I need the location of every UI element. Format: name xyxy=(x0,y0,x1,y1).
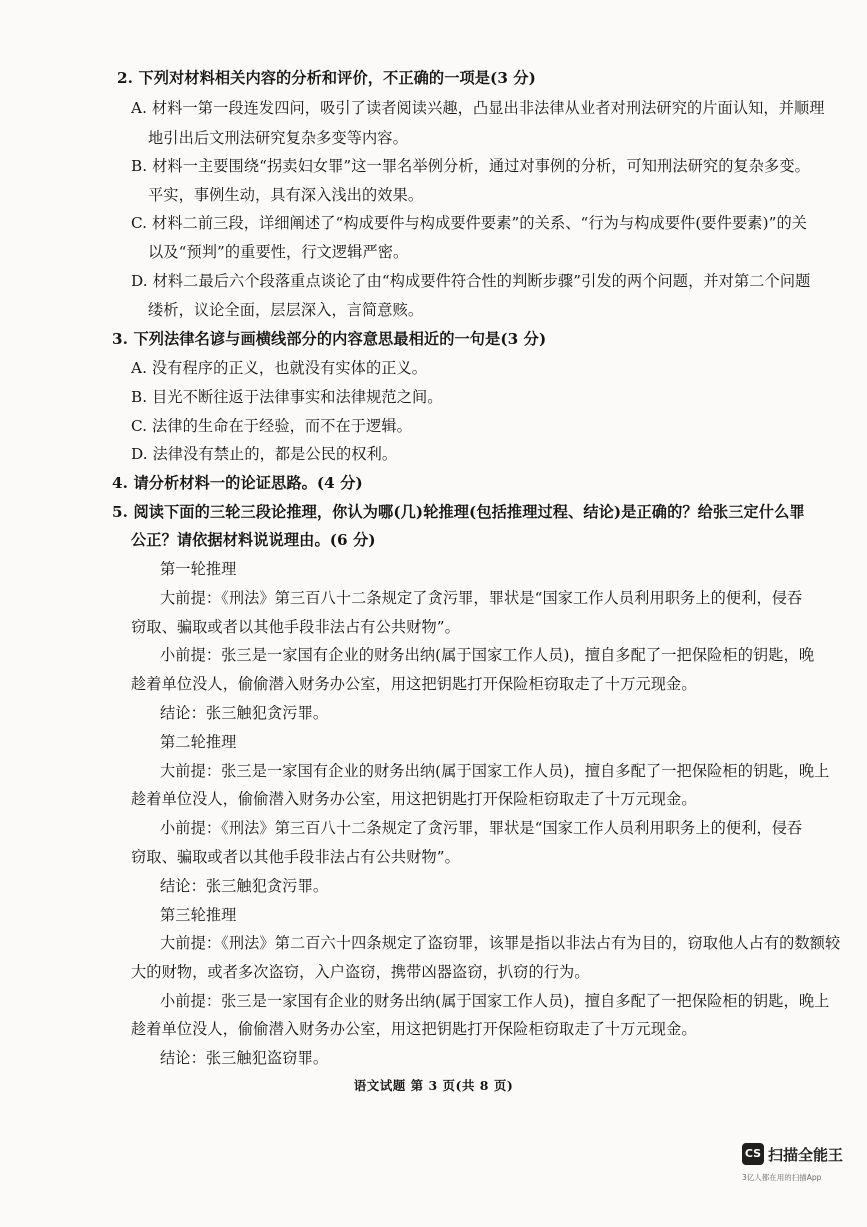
round-1-major-premise-cont: 窃取、骗取或者以其他手段非法占有公共财物”。 xyxy=(131,618,460,636)
round-2-minor-premise: 小前提：《刑法》第三百八十二条规定了贪污罪，罪状是“国家工作人员利用职务上的便利，侵吞 xyxy=(160,819,803,837)
question-2-option-b: B. 材料一主要围绕“拐卖妇女罪”这一罪名举例分析，通过对事例的分析，可知刑法研究的复杂多变。 xyxy=(131,157,810,175)
round-3-major-premise: 大前提：《刑法》第二百六十四条规定了盗窃罪，该罪是指以非法占有为目的，窃取他人占有的数额较 xyxy=(160,934,841,952)
watermark-slogan: 3亿人都在用的扫描App xyxy=(742,1173,822,1182)
round-3-minor-premise: 小前提：张三是一家国有企业的财务出纳(属于国家工作人员)，擅自多配了一把保险柜的钥匙，晚上 xyxy=(160,992,830,1010)
question-2-option-b-cont: 平实，事例生动，具有深入浅出的效果。 xyxy=(148,186,424,204)
question-3-option-d: D. 法律没有禁止的，都是公民的权利。 xyxy=(131,445,398,463)
question-2-option-a: A. 材料一第一段连发四问，吸引了读者阅读兴趣，凸显出非法律从业者对刑法研究的片面认知，并顺理 xyxy=(131,99,825,117)
round-2-major-premise-cont: 趁着单位没人，偷偷潜入财务办公室，用这把钥匙打开保险柜窃取走了十万元现金。 xyxy=(131,790,697,808)
question-2-option-c-cont: 以及“预判”的重要性，行文逻辑严密。 xyxy=(148,243,409,261)
question-5-stem-cont: 公正？请依据材料说说理由。(6 分) xyxy=(131,531,376,549)
round-1-minor-premise-cont: 趁着单位没人，偷偷潜入财务办公室，用这把钥匙打开保险柜窃取走了十万元现金。 xyxy=(131,675,697,693)
round-1-heading: 第一轮推理 xyxy=(160,560,237,578)
question-4-stem: 4. 请分析材料一的论证思路。(4 分) xyxy=(112,474,363,492)
question-2-option-c: C. 材料二前三段，详细阐述了“构成要件与构成要件要素”的关系、“行为与构成要件(要件要素)”的关 xyxy=(131,214,808,232)
round-1-conclusion: 结论：张三触犯贪污罪。 xyxy=(160,704,329,722)
watermark-name: 扫描全能王 xyxy=(768,1146,844,1164)
round-2-minor-premise-cont: 窃取、骗取或者以其他手段非法占有公共财物”。 xyxy=(131,848,460,866)
camscanner-logo-icon: CS xyxy=(742,1143,764,1165)
round-3-heading: 第三轮推理 xyxy=(160,906,237,924)
question-2-option-d: D. 材料二最后六个段落重点谈论了由“构成要件符合性的判断步骤”引发的两个问题，并对第二个问题 xyxy=(131,272,811,290)
round-3-major-premise-cont: 大的财物，或者多次盗窃，入户盗窃，携带凶器盗窃，扒窃的行为。 xyxy=(131,963,590,981)
round-2-heading: 第二轮推理 xyxy=(160,733,237,751)
question-2-option-a-cont: 地引出后文刑法研究复杂多变等内容。 xyxy=(148,129,408,147)
page-footer: 语文试题 第 3 页(共 8 页) xyxy=(353,1078,514,1093)
round-1-minor-premise: 小前提：张三是一家国有企业的财务出纳(属于国家工作人员)，擅自多配了一把保险柜的钥匙，晚 xyxy=(160,646,815,664)
question-5-stem: 5. 阅读下面的三轮三段论推理，你认为哪(几)轮推理(包括推理过程、结论)是正确的？给张三定什么罪 xyxy=(112,503,805,521)
question-2-option-d-cont: 缕析，议论全面，层层深入，言简意赅。 xyxy=(148,301,424,319)
round-1-major-premise: 大前提：《刑法》第三百八十二条规定了贪污罪，罪状是“国家工作人员利用职务上的便利，侵吞 xyxy=(160,589,803,607)
question-3-option-b: B. 目光不断往返于法律事实和法律规范之间。 xyxy=(131,388,443,406)
question-3-option-a: A. 没有程序的正义，也就没有实体的正义。 xyxy=(131,359,428,377)
round-3-conclusion: 结论：张三触犯盗窃罪。 xyxy=(160,1049,329,1067)
question-3-option-c: C. 法律的生命在于经验，而不在于逻辑。 xyxy=(131,417,412,435)
round-3-minor-premise-cont: 趁着单位没人，偷偷潜入财务办公室，用这把钥匙打开保险柜窃取走了十万元现金。 xyxy=(131,1020,697,1038)
question-2-stem: 2. 下列对材料相关内容的分析和评价，不正确的一项是(3 分) xyxy=(117,69,536,87)
question-3-stem: 3. 下列法律名谚与画横线部分的内容意思最相近的一句是(3 分) xyxy=(112,330,547,348)
round-2-major-premise: 大前提：张三是一家国有企业的财务出纳(属于国家工作人员)，擅自多配了一把保险柜的钥匙，晚上 xyxy=(160,762,830,780)
round-2-conclusion: 结论：张三触犯贪污罪。 xyxy=(160,877,329,895)
